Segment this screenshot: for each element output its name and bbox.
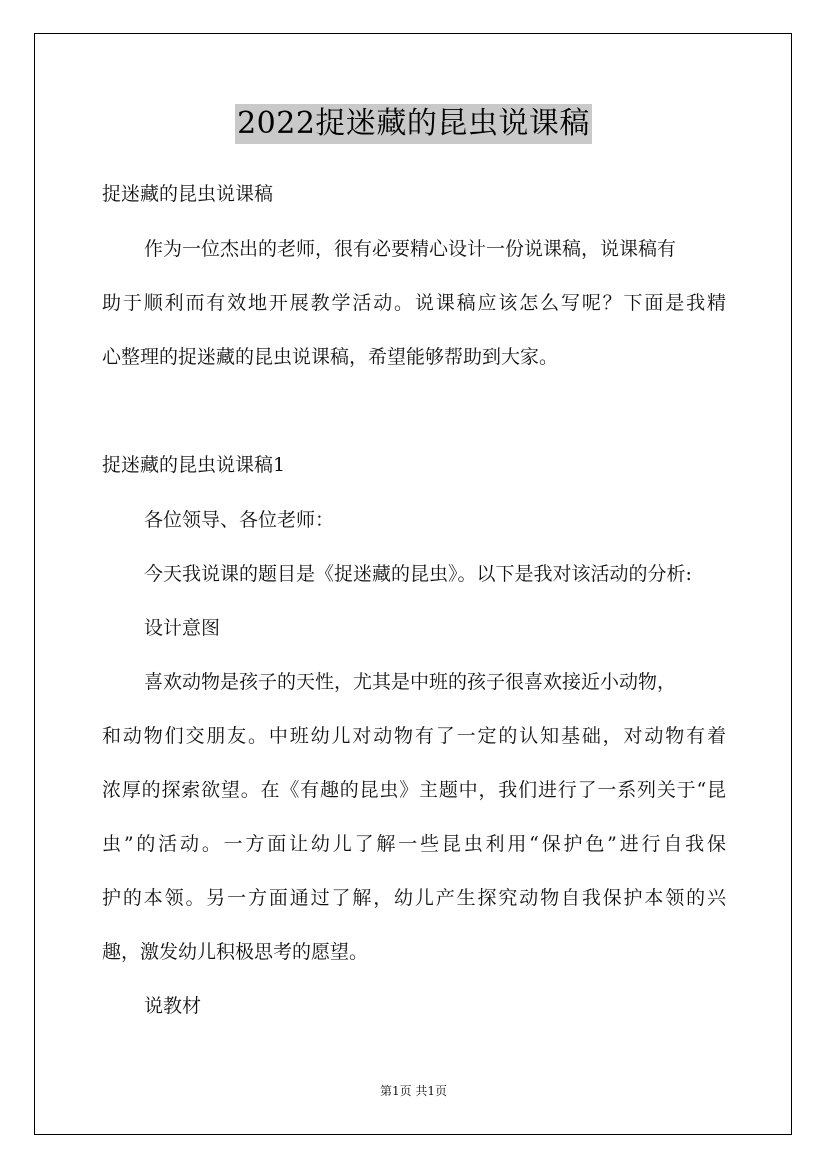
- section-heading: 捉迷藏的昆虫说课稿1: [102, 454, 286, 476]
- paragraph-line: 和动物们交朋友。中班幼儿对动物有了一定的认知基础，对动物有着: [102, 725, 726, 747]
- document-title: 2022捉迷藏的昆虫说课稿: [235, 104, 592, 144]
- subheading-teaching-material: 说教材: [144, 995, 202, 1017]
- paragraph-line: 心整理的捉迷藏的昆虫说课稿，希望能够帮助到大家。: [102, 346, 559, 368]
- paragraph-line: 浓厚的探索欲望。在《有趣的昆虫》主题中，我们进行了一系列关于“昆: [102, 779, 726, 801]
- paragraph-line: 虫”的活动。一方面让幼儿了解一些昆虫利用“保护色”进行自我保: [102, 833, 726, 855]
- subtitle: 捉迷藏的昆虫说课稿: [102, 183, 274, 205]
- paragraph-line: 趣，激发幼儿积极思考的愿望。: [102, 941, 369, 963]
- subheading-design-intent: 设计意图: [144, 617, 221, 639]
- paragraph-line: 作为一位杰出的老师，很有必要精心设计一份说课稿，说课稿有: [144, 238, 677, 260]
- paragraph-line: 护的本领。另一方面通过了解，幼儿产生探究动物自我保护本领的兴: [102, 887, 726, 909]
- paragraph-line: 助于顺利而有效地开展教学活动。说课稿应该怎么写呢？下面是我精: [102, 292, 726, 314]
- paragraph-line: 今天我说课的题目是《捉迷藏的昆虫》。以下是我对该活动的分析:: [144, 563, 692, 585]
- title-container: [0, 104, 827, 144]
- page-footer: 第1页 共1页: [379, 1084, 448, 1098]
- greeting-line: 各位领导、各位老师：: [144, 509, 335, 531]
- paragraph-line: 喜欢动物是孩子的天性，尤其是中班的孩子很喜欢接近小动物，: [144, 671, 677, 693]
